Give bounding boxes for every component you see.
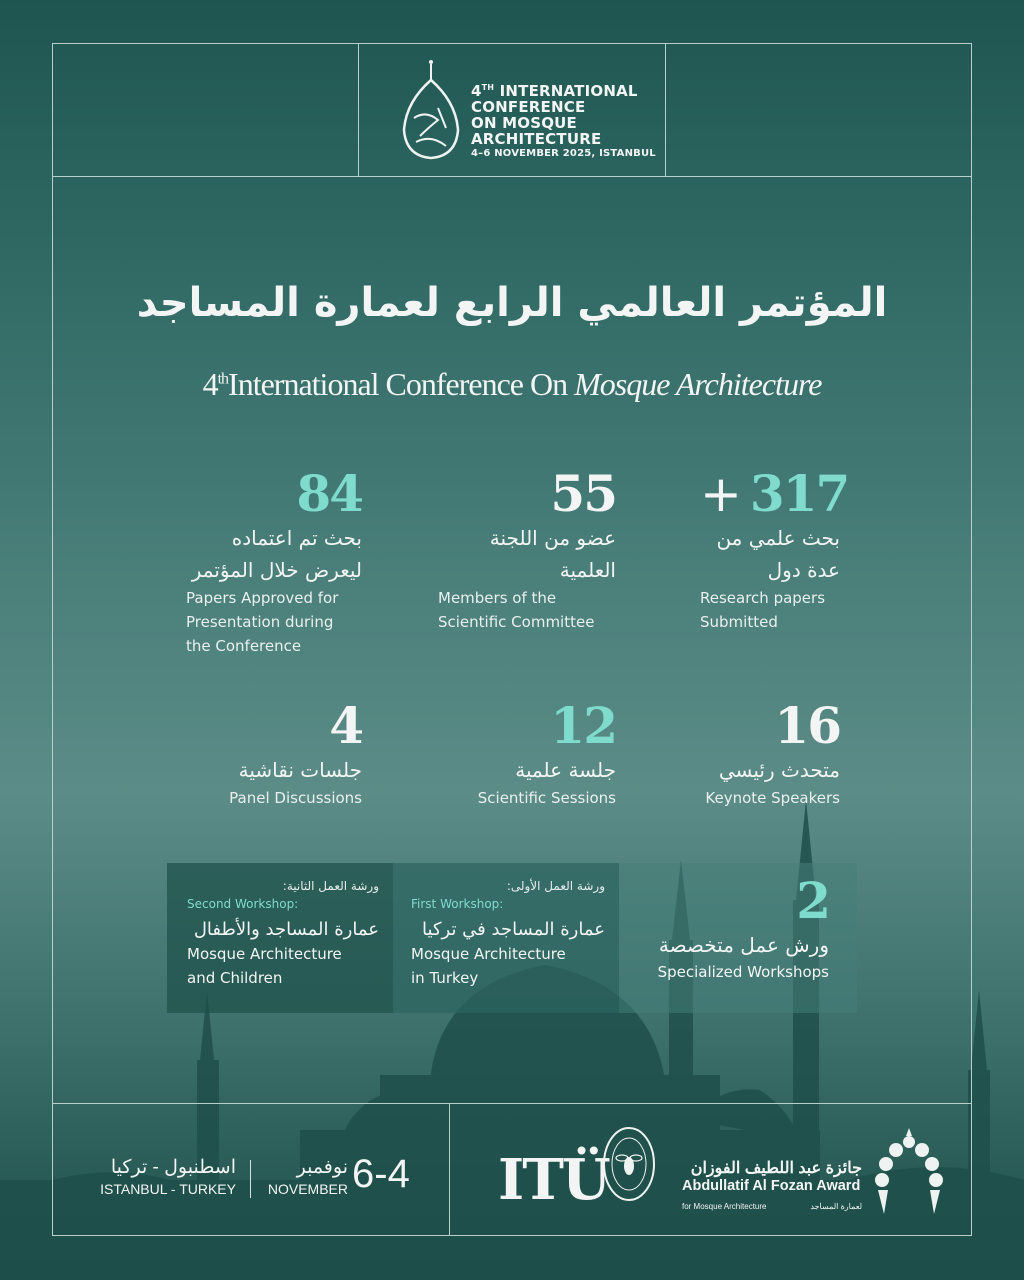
stat-number: 317 [749, 464, 849, 523]
workshop-count-number: 2 [796, 871, 829, 930]
stat-papers-submitted [700, 464, 849, 634]
footer-divider [449, 1103, 450, 1236]
logo-sup: TH [481, 83, 495, 92]
stat-number: 16 [774, 696, 840, 755]
stat-committee-members [438, 466, 616, 634]
stat-arabic-line: عدة دول [767, 558, 840, 582]
workshop-count-arabic: ورش عمل متخصصة [658, 933, 829, 957]
logo-line2: CONFERENCE [471, 98, 586, 116]
footer-days: 6-4 [352, 1152, 410, 1196]
stat-number: 84 [296, 464, 362, 523]
itu-logo: ITÜ [498, 1147, 609, 1213]
frame-right [971, 43, 972, 1236]
stat-number: 4 [329, 696, 362, 755]
award-sub-arabic: لعمارة المساجد [810, 1202, 862, 1211]
stat-arabic-line: بحث علمي من [716, 526, 840, 550]
fozan-award-emblem-icon [874, 1126, 944, 1216]
workshop-first [393, 863, 619, 1013]
stat-panel-discussions [200, 698, 362, 810]
footer-top [52, 1103, 972, 1104]
month-arabic: نوفمبر [296, 1157, 348, 1178]
workshop-count [619, 863, 857, 1013]
frame-left [52, 43, 53, 1236]
stat-keynote-speakers [670, 698, 840, 810]
stat-papers-approved [186, 466, 362, 658]
stat-english-line: the Conference [186, 637, 302, 655]
workshop-count-english: Specialized Workshops [657, 963, 829, 981]
title-sup: th [217, 370, 229, 388]
stat-english-line: Research papers [700, 589, 826, 607]
stat-arabic-line: العلمية [559, 558, 616, 582]
stat-english-line: Submitted [700, 613, 778, 631]
stat-arabic-line: ليعرض خلال المؤتمر [191, 558, 362, 582]
stat-number: 55 [550, 464, 616, 523]
stat-arabic-line: جلسة علمية [515, 758, 616, 782]
workshop-title-english: and Children [187, 969, 283, 987]
award-english: Abdullatif Al Fozan Award [682, 1178, 861, 1194]
stat-arabic-line: جلسات نقاشية [238, 758, 362, 782]
workshop-title-english: Mosque Architecture [187, 945, 342, 963]
itu-bee-seal-icon [602, 1126, 656, 1202]
stat-english-line: Scientific Committee [438, 613, 595, 631]
workshop-title-arabic: عمارة المساجد والأطفال [193, 919, 379, 940]
title-main: International Conference On [228, 366, 575, 402]
stat-number-wrap [700, 464, 849, 523]
header-divider-right [665, 43, 666, 176]
stat-number: 12 [550, 696, 616, 755]
stat-english-line: Keynote Speakers [705, 789, 840, 807]
stat-english-line: Papers Approved for [186, 589, 339, 607]
logo-num: 4 [471, 82, 482, 100]
workshop-label-arabic: ورشة العمل الثانية: [282, 879, 379, 893]
conference-logo-text [471, 80, 656, 161]
stat-arabic-line: بحث تم اعتماده [231, 526, 362, 550]
page-title-english [0, 366, 1024, 403]
award-sub-english: for Mosque Architecture [682, 1202, 767, 1211]
stat-english-line: Members of the [438, 589, 557, 607]
stat-arabic-line: متحدث رئيسي [718, 758, 840, 782]
logo-line1: INTERNATIONAL [494, 82, 638, 100]
stat-english-line: Scientific Sessions [477, 789, 616, 807]
logo-line3: ON MOSQUE [471, 114, 577, 132]
fozan-award-text [682, 1158, 862, 1211]
month-english: NOVEMBER [267, 1181, 348, 1197]
footer-month [260, 1156, 348, 1197]
workshop-label-english: First Workshop: [411, 897, 504, 911]
stat-english-line: Panel Discussions [229, 789, 362, 807]
title-num: 4 [202, 366, 218, 402]
logo-date: 4–6 NOVEMBER 2025, ISTANBUL [471, 148, 656, 159]
award-arabic: جائزة عبد اللطيف الفوزان [690, 1160, 862, 1177]
frame-bottom [52, 1235, 972, 1236]
workshop-title-english: in Turkey [411, 969, 479, 987]
mosque-calligraphy-emblem-icon [398, 58, 464, 162]
frame-header-bottom [52, 176, 972, 177]
page-title-arabic: المؤتمر العالمي الرابع لعمارة المساجد [136, 280, 888, 326]
title-italic: Mosque Architecture [574, 366, 822, 402]
stat-prefix: + [700, 465, 740, 523]
header-divider-left [358, 43, 359, 176]
logo-line4: ARCHITECTURE [471, 130, 602, 148]
footer-date-divider [250, 1160, 251, 1198]
location-arabic: اسطنبول - تركيا [110, 1157, 236, 1178]
workshop-label-arabic: ورشة العمل الأولى: [506, 879, 605, 893]
workshop-title-english: Mosque Architecture [411, 945, 566, 963]
location-english: ISTANBUL - TURKEY [100, 1181, 236, 1197]
stat-scientific-sessions [440, 698, 616, 810]
workshop-label-english: Second Workshop: [187, 897, 299, 911]
stat-english-line: Presentation during [186, 613, 334, 631]
frame-top [52, 43, 972, 44]
workshop-second [167, 863, 393, 1013]
workshop-title-arabic: عمارة المساجد في تركيا [422, 919, 605, 940]
stat-arabic-line: عضو من اللجنة [489, 526, 616, 550]
footer-location [86, 1156, 236, 1197]
